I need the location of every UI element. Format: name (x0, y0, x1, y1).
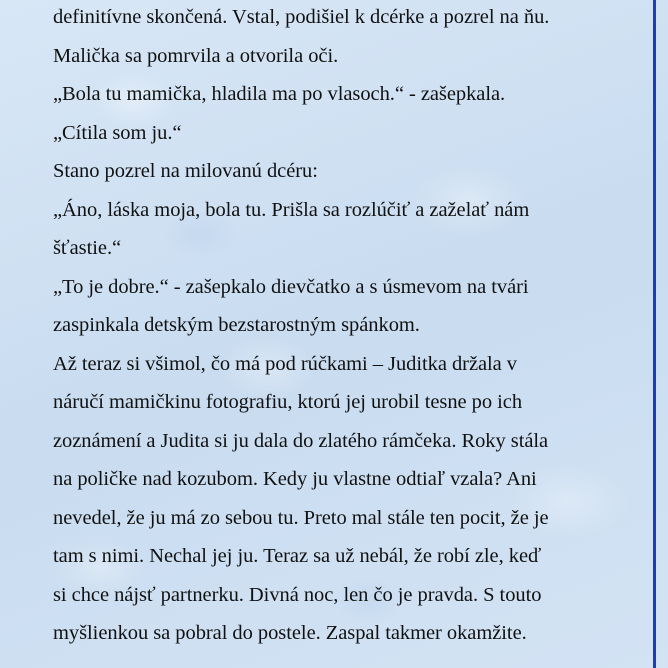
text-line: zoznámení a Judita si ju dala do zlatého rámčeka. Roky stála (53, 429, 549, 452)
text-line: na poličke nad kozubom. Kedy ju vlastne odtiaľ vzala? Ani (53, 468, 537, 490)
text-line: „To je dobre.“ - zašepkalo dievčatko a s úsmevom na tvári (53, 275, 529, 298)
page-border-rule (653, 0, 656, 668)
text-line: definitívne skončená. Vstal, podišiel k dcérke a pozrel na ňu. (53, 6, 550, 28)
text-line: si chce nájsť partnerku. Divná noc, len čo je pravda. S touto (53, 583, 542, 606)
story-text (53, 0, 648, 653)
text-line: nevedel, že ju má zo sebou tu. Preto mal stále ten pocit, že je (53, 506, 549, 529)
text-line: myšlienkou sa pobral do postele. Zaspal takmer okamžite. (53, 622, 527, 644)
text-line: Až teraz si všimol, čo má pod rúčkami – Juditka držala v (53, 352, 518, 375)
text-line: „Áno, láska moja, bola tu. Prišla sa rozlúčiť a zaželať nám (53, 198, 530, 221)
text-line: tam s nimi. Nechal jej ju. Teraz sa už nebál, že robí zle, keď (53, 545, 542, 567)
text-line: šťastie.“ (53, 237, 122, 259)
text-line: „Cítila som ju.“ (53, 121, 182, 144)
text-line: náručí mamičkinu fotografiu, ktorú jej urobil tesne po ich (53, 391, 523, 413)
text-line: zaspinkala detským bezstarostným spánkom. (53, 314, 420, 336)
text-line: Stano pozrel na milovanú dcéru: (53, 160, 318, 182)
text-line: Malička sa pomrvila a otvorila oči. (53, 44, 339, 67)
text-line: „Bola tu mamička, hladila ma po vlasoch.“ - zašepkala. (53, 83, 506, 105)
